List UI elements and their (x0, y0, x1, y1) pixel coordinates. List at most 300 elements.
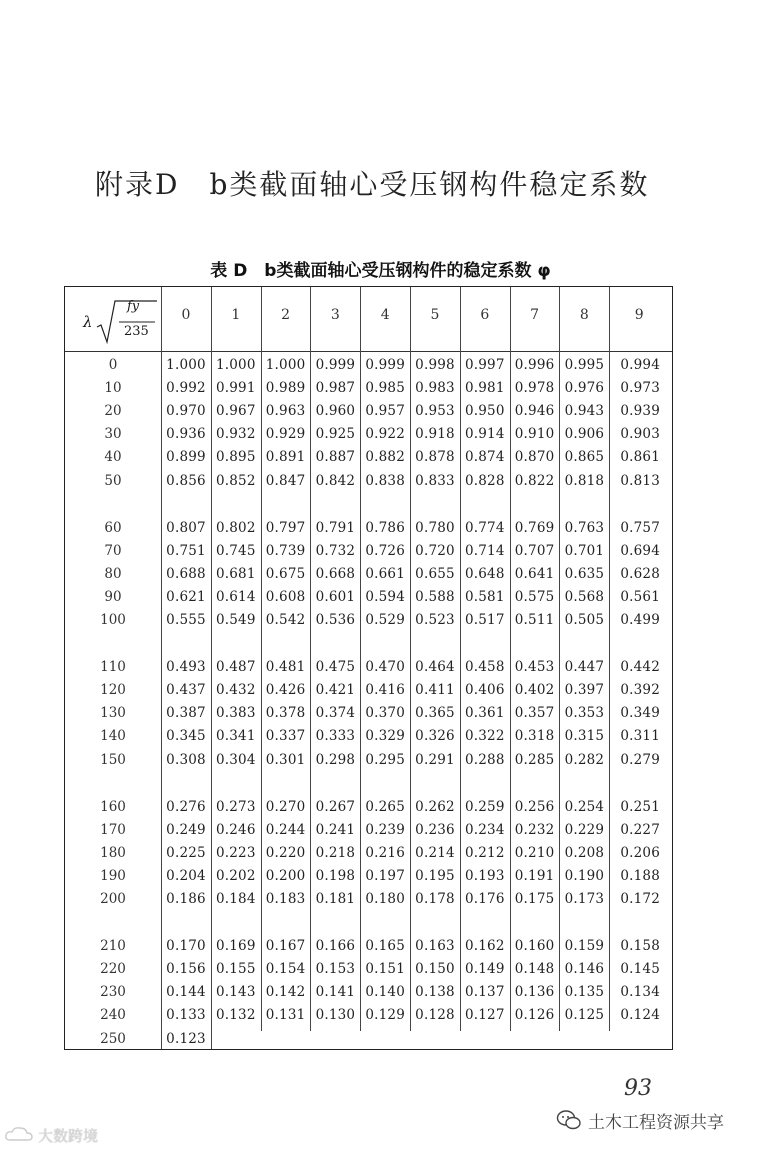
table-cell: 1.000 (265, 357, 306, 373)
row-lambda: 130 (100, 705, 126, 722)
table-cell: 0.138 (415, 984, 455, 1001)
table-cell: 0.176 (464, 891, 505, 907)
table-cell: 0.797 (265, 519, 306, 536)
table-cell: 0.135 (564, 984, 605, 1001)
column-header: 3 (330, 307, 340, 323)
watermark-right (556, 1107, 724, 1133)
table-cell: 0.129 (365, 1007, 406, 1024)
column-header: 1 (231, 307, 241, 323)
table-cell: 0.181 (315, 891, 356, 907)
stability-coefficient-table (64, 286, 673, 1050)
table-cell: 0.628 (620, 565, 661, 582)
table-cell: 0.641 (514, 565, 555, 582)
table-cell: 0.200 (265, 867, 306, 884)
table-cell: 0.828 (464, 472, 505, 489)
table-cell: 0.882 (365, 449, 406, 466)
table-cell: 0.976 (564, 380, 605, 397)
table-cell: 0.188 (620, 867, 661, 884)
table-cell: 0.542 (265, 612, 306, 628)
table-cell: 0.140 (365, 984, 406, 1001)
table-cell: 0.925 (315, 426, 356, 443)
table-cell: 0.279 (620, 751, 661, 768)
table-cell: 0.899 (166, 449, 206, 466)
table-cell: 0.523 (415, 612, 455, 628)
table-cell: 0.481 (265, 659, 306, 676)
table-cell: 0.946 (514, 403, 555, 420)
table-cell: 0.453 (514, 659, 555, 676)
table-cell: 0.929 (265, 426, 306, 443)
table-cell: 0.301 (265, 751, 306, 768)
row-lambda: 160 (100, 798, 126, 815)
table-cell: 0.131 (265, 1007, 306, 1024)
cloud-icon (4, 1126, 34, 1144)
table-cell: 0.932 (215, 426, 256, 443)
table-cell: 0.991 (215, 380, 256, 397)
table-caption: 表 D b类截面轴心受压钢构件的稳定系数 φ (210, 261, 551, 281)
table-cell: 0.992 (166, 380, 206, 397)
table-cell: 0.186 (166, 891, 206, 907)
table-cell: 0.349 (620, 705, 661, 722)
table-cell: 0.383 (215, 705, 256, 722)
table-cell: 0.953 (415, 403, 455, 420)
table-cell: 0.994 (620, 357, 661, 373)
table-cell: 0.588 (415, 588, 455, 605)
table-cell: 0.726 (365, 542, 406, 559)
table-cell: 0.861 (620, 449, 661, 466)
table-cell: 0.276 (166, 798, 206, 815)
table-cell: 0.985 (365, 380, 406, 397)
table-cell: 0.426 (265, 682, 306, 699)
table-cell: 0.180 (365, 891, 406, 907)
table-cell: 0.198 (315, 867, 356, 884)
table-cell: 0.191 (514, 867, 555, 884)
table-cell: 0.939 (620, 403, 661, 420)
table-cell: 0.694 (620, 542, 661, 559)
table-cell: 0.318 (514, 728, 555, 745)
table-cell: 0.244 (265, 821, 306, 838)
table-cell: 0.311 (620, 728, 661, 745)
table-cell: 0.774 (464, 519, 505, 536)
row-lambda: 240 (100, 1007, 126, 1024)
table-cell: 0.265 (365, 798, 406, 815)
table-cell: 0.838 (365, 472, 406, 489)
table-cell: 0.745 (215, 542, 256, 559)
table-cell: 0.561 (620, 588, 661, 605)
column-header: 5 (430, 307, 440, 323)
reference-strength: 235 (124, 324, 149, 339)
table-cell: 0.818 (564, 472, 605, 489)
table-cell: 0.807 (166, 519, 206, 536)
table-cell: 0.458 (464, 659, 505, 676)
table-cell: 0.345 (166, 728, 206, 745)
column-header: 8 (579, 307, 589, 323)
table-cell: 0.225 (166, 844, 206, 861)
table-cell: 0.780 (415, 519, 455, 536)
table-cell: 0.216 (365, 844, 406, 861)
table-cell: 0.517 (464, 612, 505, 628)
table-cell: 0.178 (415, 891, 455, 907)
table-cell: 0.149 (464, 961, 505, 978)
table-cell: 1.000 (215, 357, 256, 373)
table-cell: 0.234 (464, 821, 505, 838)
table-cell: 0.137 (464, 984, 505, 1001)
table-cell: 0.184 (215, 891, 256, 907)
table-cell: 0.273 (215, 798, 256, 815)
table-cell: 0.218 (315, 844, 356, 861)
table-cell: 0.960 (315, 403, 356, 420)
table-cell: 0.914 (464, 426, 505, 443)
table-cell: 0.842 (315, 472, 356, 489)
row-lambda: 70 (104, 542, 122, 559)
table-cell: 0.668 (315, 565, 356, 582)
appendix-title: 附录D b类截面轴心受压钢构件稳定系数 (95, 168, 650, 201)
table-cell: 0.156 (166, 961, 206, 978)
table-cell: 0.406 (464, 682, 505, 699)
table-cell: 0.130 (315, 1007, 356, 1024)
table-cell: 0.594 (365, 588, 406, 605)
table-cell: 0.675 (265, 565, 306, 582)
table-cell: 0.635 (564, 565, 605, 582)
table-cell: 0.298 (315, 751, 356, 768)
table-cell: 0.282 (564, 751, 605, 768)
table-cell: 0.437 (166, 682, 206, 699)
table-cell: 0.493 (166, 659, 206, 676)
table-cell: 0.487 (215, 659, 256, 676)
table-cell: 0.786 (365, 519, 406, 536)
table-cell: 0.732 (315, 542, 356, 559)
row-lambda: 250 (100, 1030, 126, 1047)
table-cell: 0.146 (564, 961, 605, 978)
table-cell: 0.529 (365, 612, 406, 628)
row-lambda: 210 (100, 938, 126, 955)
table-cell: 0.998 (415, 357, 455, 373)
table-cell: 1.000 (166, 357, 206, 373)
row-lambda: 150 (100, 751, 126, 768)
table-cell: 0.973 (620, 380, 661, 397)
table-cell: 0.950 (464, 403, 505, 420)
watermark-left (4, 1124, 98, 1146)
table-cell: 0.957 (365, 403, 406, 420)
table-cell: 0.251 (620, 798, 661, 815)
table-cell: 0.432 (215, 682, 256, 699)
table-cell: 0.447 (564, 659, 605, 676)
table-cell: 0.681 (215, 565, 256, 582)
table-cell: 0.575 (514, 588, 555, 605)
table-cell: 0.392 (620, 682, 661, 699)
page-number: 93 (624, 1076, 652, 1101)
table-cell: 0.581 (464, 588, 505, 605)
table-cell: 0.195 (415, 867, 455, 884)
table-cell: 0.169 (215, 938, 256, 955)
table-cell: 0.983 (415, 380, 455, 397)
column-header: 7 (530, 307, 540, 323)
table-cell: 0.707 (514, 542, 555, 559)
table-cell: 0.922 (365, 426, 406, 443)
table-cell: 0.204 (166, 867, 206, 884)
table-cell: 0.918 (415, 426, 455, 443)
table-cell: 0.353 (564, 705, 605, 722)
table-cell: 0.133 (166, 1007, 206, 1024)
table-cell: 0.154 (265, 961, 306, 978)
table-cell: 0.878 (415, 449, 455, 466)
table-cell: 0.402 (514, 682, 555, 699)
table-cell: 0.150 (415, 961, 455, 978)
table-cell: 0.757 (620, 519, 661, 536)
row-lambda: 90 (104, 588, 122, 605)
row-lambda: 50 (104, 472, 122, 489)
table-cell: 0.329 (365, 728, 406, 745)
table-cell: 0.183 (265, 891, 306, 907)
table-cell: 0.411 (415, 682, 455, 699)
table-cell: 0.165 (365, 938, 406, 955)
table-cell: 0.499 (620, 612, 661, 628)
table-cell: 0.865 (564, 449, 605, 466)
table-cell: 0.143 (215, 984, 256, 1001)
table-cell: 0.208 (564, 844, 605, 861)
table-cell: 0.397 (564, 682, 605, 699)
row-lambda: 100 (100, 612, 126, 628)
row-lambda: 20 (104, 403, 122, 420)
table-cell: 0.997 (464, 357, 505, 373)
table-cell: 0.822 (514, 472, 555, 489)
table-cell: 0.341 (215, 728, 256, 745)
table-cell: 0.190 (564, 867, 605, 884)
table-cell: 0.193 (464, 867, 505, 884)
table-cell: 0.981 (464, 380, 505, 397)
table-cell: 0.511 (514, 612, 555, 628)
table-cell: 0.751 (166, 542, 206, 559)
row-lambda: 40 (104, 449, 122, 466)
table-cell: 0.125 (564, 1007, 605, 1024)
table-cell: 0.236 (415, 821, 455, 838)
table-cell: 0.267 (315, 798, 356, 815)
table-cell: 0.416 (365, 682, 406, 699)
column-header: 9 (634, 307, 644, 323)
table-cell: 0.601 (315, 588, 356, 605)
table-cell: 0.568 (564, 588, 605, 605)
table-cell: 0.123 (166, 1030, 206, 1047)
table-cell: 0.365 (415, 705, 455, 722)
watermark-right-text: 土木工程资源共享 (588, 1112, 724, 1133)
table-cell: 0.136 (514, 984, 555, 1001)
table-cell: 0.145 (620, 961, 661, 978)
table-cell: 0.304 (215, 751, 256, 768)
yield-strength-symbol: fy (127, 299, 140, 314)
table-cell: 0.210 (514, 844, 555, 861)
row-lambda: 190 (100, 867, 126, 884)
table-cell: 0.308 (166, 751, 206, 768)
table-cell: 0.159 (564, 938, 605, 955)
table-cell: 0.720 (415, 542, 455, 559)
table-cell: 0.239 (365, 821, 406, 838)
row-lambda: 80 (104, 565, 122, 582)
row-lambda: 200 (100, 891, 126, 907)
table-cell: 0.387 (166, 705, 206, 722)
table-cell: 0.374 (315, 705, 356, 722)
table-cell: 0.153 (315, 961, 356, 978)
table-cell: 0.170 (166, 938, 206, 955)
table-cell: 0.714 (464, 542, 505, 559)
column-header: 2 (281, 307, 291, 323)
table-cell: 0.270 (265, 798, 306, 815)
table-cell: 0.987 (315, 380, 356, 397)
table-cell: 0.206 (620, 844, 661, 861)
table-cell: 0.936 (166, 426, 206, 443)
table-cell: 0.256 (514, 798, 555, 815)
row-lambda: 140 (100, 728, 126, 745)
table-cell: 0.833 (415, 472, 455, 489)
table-cell: 0.891 (265, 449, 306, 466)
table-cell: 0.132 (215, 1007, 256, 1024)
table-cell: 0.357 (514, 705, 555, 722)
table-cell: 0.370 (365, 705, 406, 722)
table-cell: 0.241 (315, 821, 356, 838)
table-cell: 0.220 (265, 844, 306, 861)
table-cell: 0.223 (215, 844, 256, 861)
column-header: 4 (380, 307, 390, 323)
table-cell: 0.870 (514, 449, 555, 466)
table-cell: 0.701 (564, 542, 605, 559)
wechat-icon (556, 1109, 582, 1131)
table-cell: 0.963 (265, 403, 306, 420)
table-cell: 0.903 (620, 426, 661, 443)
table-cell: 0.943 (564, 403, 605, 420)
table-cell: 0.791 (315, 519, 356, 536)
table-cell: 0.160 (514, 938, 555, 955)
table-cell: 0.470 (365, 659, 406, 676)
table-cell: 0.910 (514, 426, 555, 443)
table-cell: 0.536 (315, 612, 356, 628)
table-cell: 0.887 (315, 449, 356, 466)
table-cell: 0.172 (620, 891, 661, 907)
table-cell: 0.996 (514, 357, 555, 373)
table-cell: 0.999 (315, 357, 356, 373)
table-cell: 0.895 (215, 449, 256, 466)
table-cell: 0.970 (166, 403, 206, 420)
table-cell: 0.999 (365, 357, 406, 373)
row-lambda: 180 (100, 844, 126, 861)
table-cell: 0.148 (514, 961, 555, 978)
table-cell: 0.127 (464, 1007, 505, 1024)
table-cell: 0.655 (415, 565, 455, 582)
table-cell: 0.259 (464, 798, 505, 815)
table-cell: 0.158 (620, 938, 661, 955)
table-cell: 0.163 (415, 938, 455, 955)
table-cell: 0.475 (315, 659, 356, 676)
table-cell: 0.229 (564, 821, 605, 838)
table-cell: 0.442 (620, 659, 661, 676)
table-cell: 0.326 (415, 728, 455, 745)
table-cell: 0.151 (365, 961, 406, 978)
table-cell: 0.608 (265, 588, 306, 605)
table-cell: 0.285 (514, 751, 555, 768)
lambda-symbol: λ (83, 313, 93, 331)
table-cell: 0.142 (265, 984, 306, 1001)
table-cell: 0.978 (514, 380, 555, 397)
table-cell: 0.847 (265, 472, 306, 489)
table-cell: 0.128 (415, 1007, 455, 1024)
table-cell: 0.197 (365, 867, 406, 884)
table-cell: 0.214 (415, 844, 455, 861)
table-cell: 0.249 (166, 821, 206, 838)
table-cell: 0.315 (564, 728, 605, 745)
table-cell: 0.175 (514, 891, 555, 907)
watermark-left-text: 大数跨境 (38, 1126, 99, 1145)
table-cell: 0.967 (215, 403, 256, 420)
table-cell: 0.995 (564, 357, 605, 373)
table-cell: 0.262 (415, 798, 455, 815)
table-cell: 0.856 (166, 472, 206, 489)
table-cell: 0.378 (265, 705, 306, 722)
table-cell: 0.337 (265, 728, 306, 745)
table-cell: 0.464 (415, 659, 455, 676)
table-cell: 0.648 (464, 565, 505, 582)
table-cell: 0.295 (365, 751, 406, 768)
header-divider (65, 351, 672, 352)
table-cell: 0.361 (464, 705, 505, 722)
table-cell: 0.155 (215, 961, 256, 978)
table-cell: 0.291 (415, 751, 455, 768)
table-cell: 0.333 (315, 728, 356, 745)
table-cell: 0.227 (620, 821, 661, 838)
row-lambda: 120 (100, 682, 126, 699)
table-cell: 0.769 (514, 519, 555, 536)
table-cell: 0.549 (215, 612, 256, 628)
row-lambda: 220 (100, 961, 126, 978)
table-cell: 0.621 (166, 588, 206, 605)
table-cell: 0.162 (464, 938, 505, 955)
table-cell: 0.254 (564, 798, 605, 815)
table-cell: 0.141 (315, 984, 356, 1001)
column-header: 0 (181, 307, 191, 323)
row-lambda: 110 (100, 659, 126, 676)
table-cell: 0.246 (215, 821, 256, 838)
table-cell: 0.288 (464, 751, 505, 768)
row-lambda: 230 (100, 984, 126, 1001)
table-cell: 0.661 (365, 565, 406, 582)
row-lambda: 0 (108, 357, 118, 373)
table-cell: 0.144 (166, 984, 206, 1001)
table-cell: 0.989 (265, 380, 306, 397)
table-cell: 0.167 (265, 938, 306, 955)
table-cell: 0.202 (215, 867, 256, 884)
table-cell: 0.906 (564, 426, 605, 443)
table-cell: 0.505 (564, 612, 605, 628)
table-cell: 0.134 (620, 984, 661, 1001)
table-cell: 0.688 (166, 565, 206, 582)
table-cell: 0.614 (215, 588, 256, 605)
table-cell: 0.166 (315, 938, 356, 955)
table-cell: 0.173 (564, 891, 605, 907)
row-lambda: 60 (104, 519, 122, 536)
table-cell: 0.212 (464, 844, 505, 861)
table-cell: 0.126 (514, 1007, 555, 1024)
table-cell: 0.739 (265, 542, 306, 559)
table-cell: 0.232 (514, 821, 555, 838)
table-cell: 0.555 (166, 612, 206, 628)
table-cell: 0.124 (620, 1007, 661, 1024)
table-cell: 0.763 (564, 519, 605, 536)
row-lambda: 10 (104, 380, 122, 397)
row-lambda: 170 (100, 821, 126, 838)
table-cell: 0.852 (215, 472, 256, 489)
table-cell: 0.813 (620, 472, 661, 489)
column-header: 6 (480, 307, 490, 323)
table-cell: 0.421 (315, 682, 356, 699)
table-cell: 0.322 (464, 728, 505, 745)
table-cell: 0.802 (215, 519, 256, 536)
slenderness-formula (79, 297, 159, 345)
